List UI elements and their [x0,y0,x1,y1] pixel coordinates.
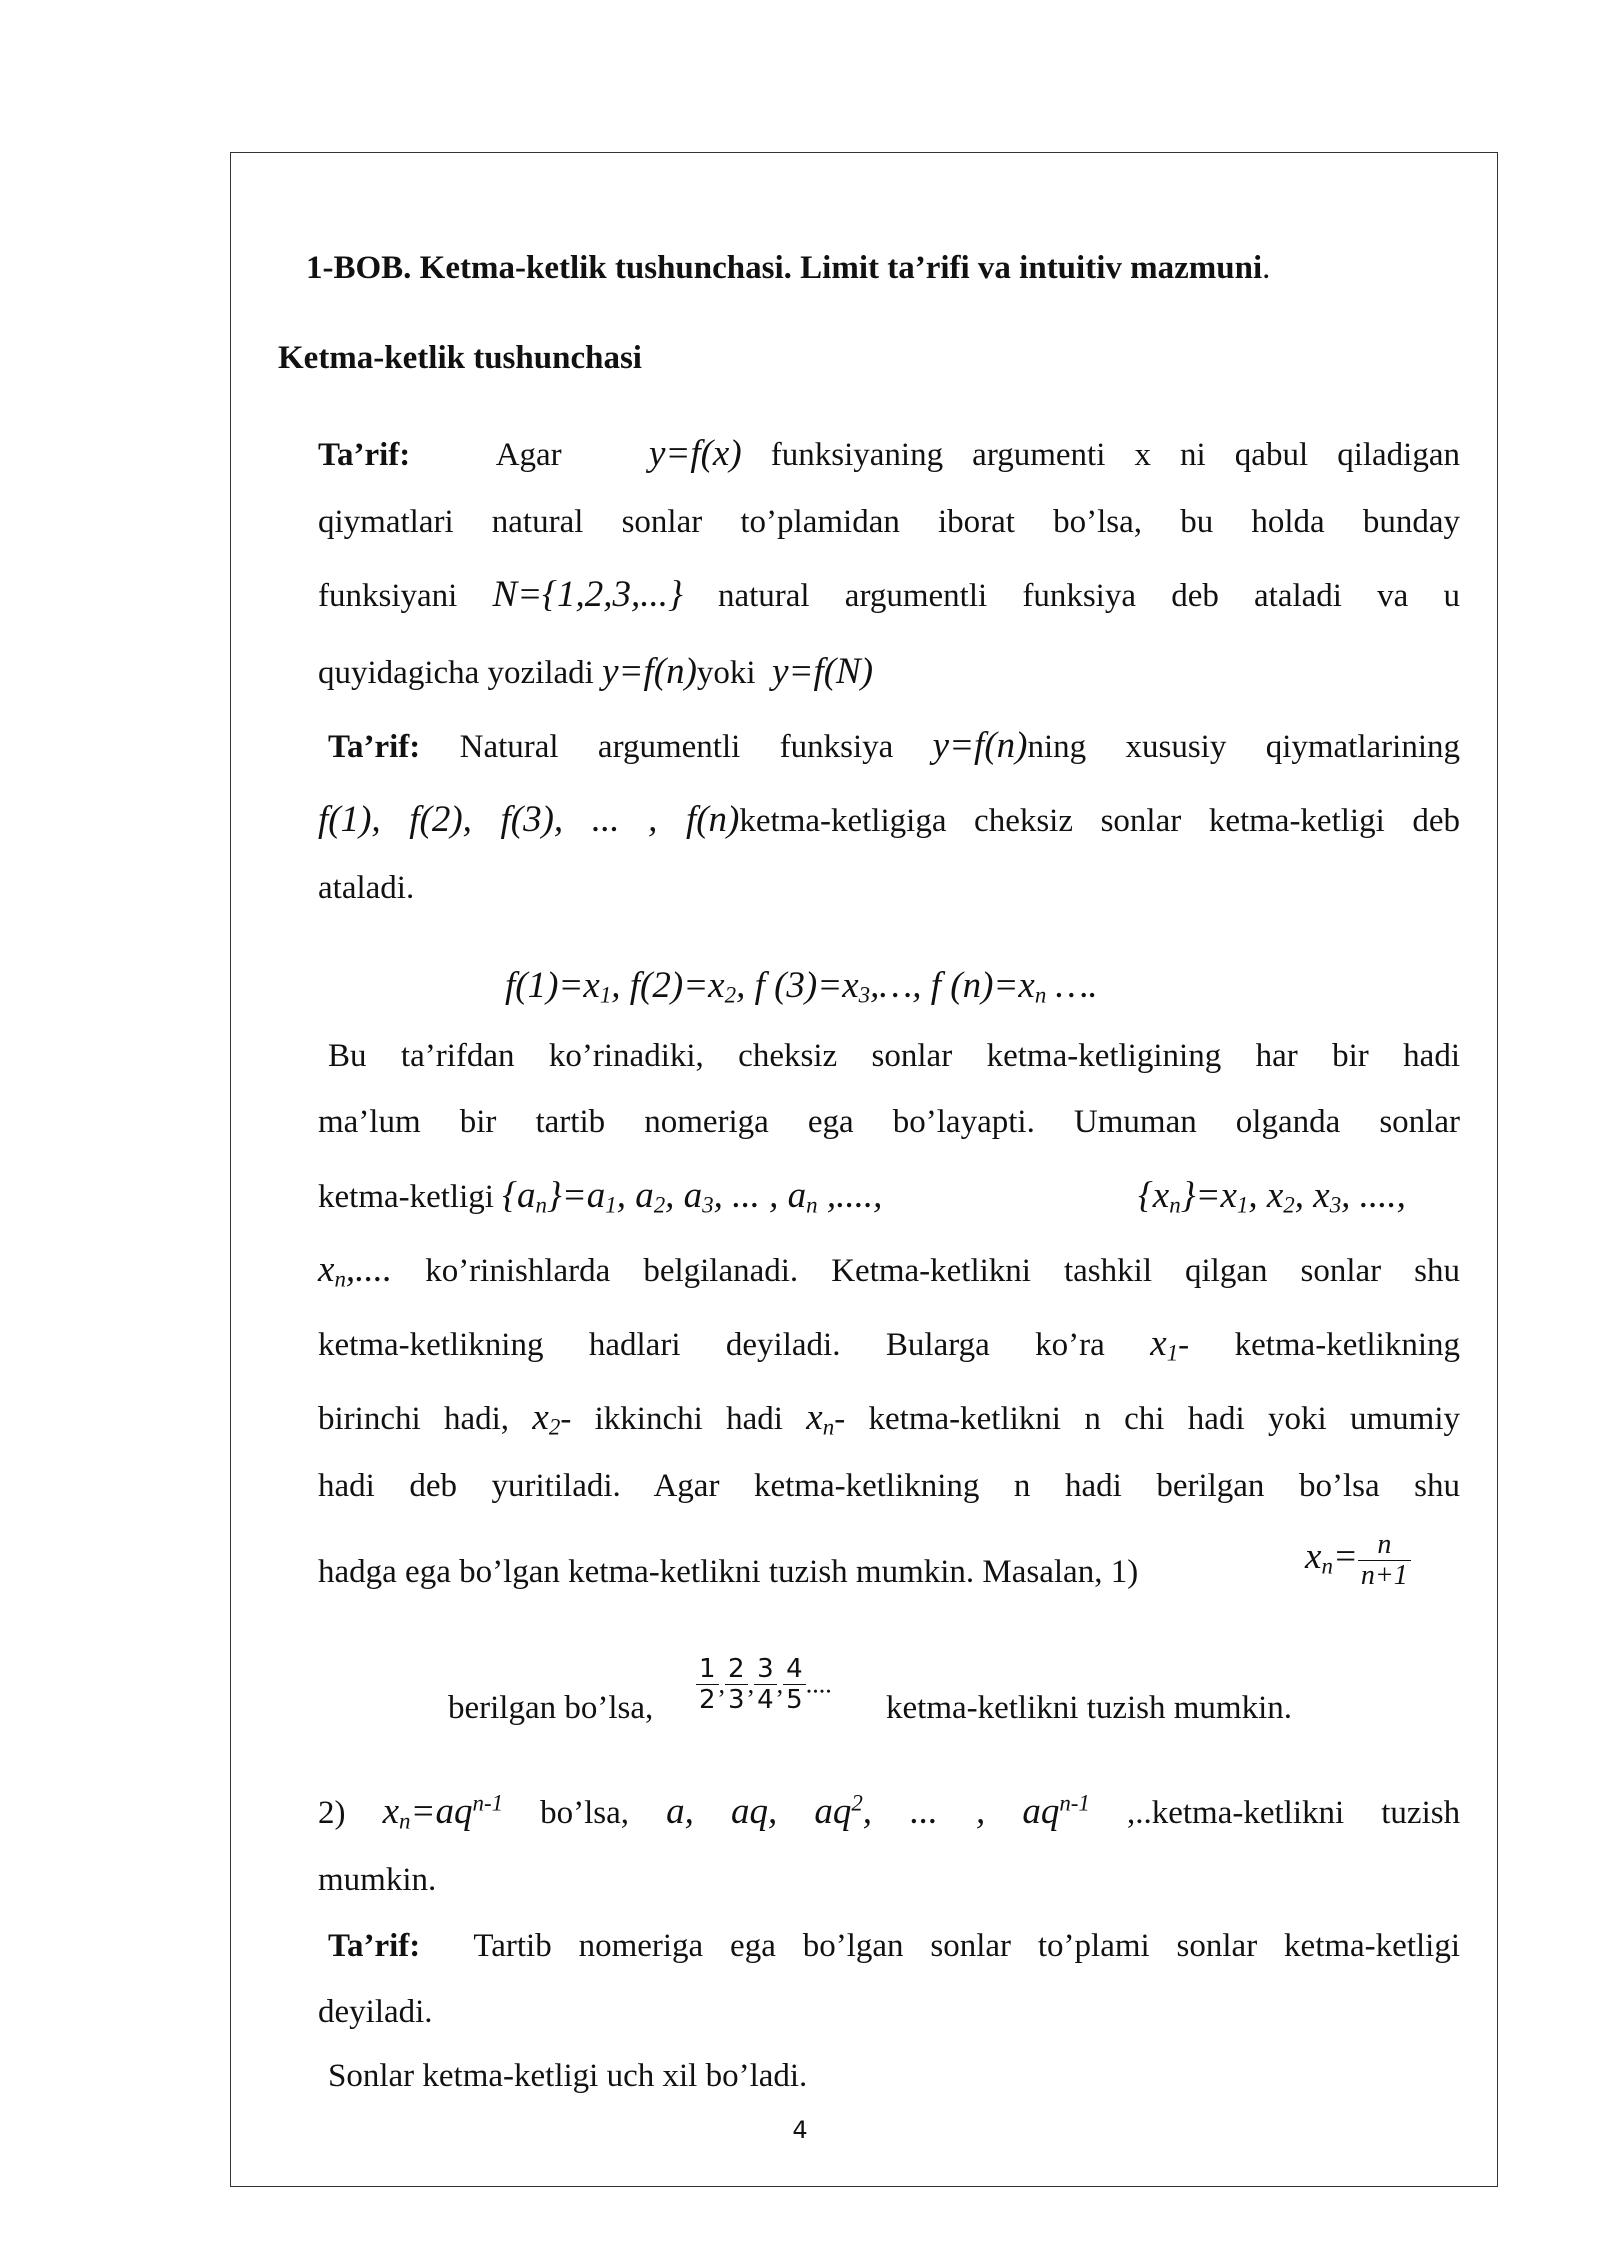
fraction-n-over-n-plus-1: $x_n=$ $\frac{n}{n+1}$ [1305,1530,1411,1591]
fraction-numerator: 3 [754,1654,777,1685]
page-number: 4 [792,2116,808,2144]
fraction-numerator: 4 [783,1654,806,1685]
fraction-3 [754,1654,777,1715]
para-line6: birinchi hadi, $x_2-$ ikkinchi hadi $x_n-$ ketma-ketlikni n chi hadi yoki umumiy [318,1397,1460,1440]
def1-line4: quyidagicha yoziladi y=f(n)yoki y=f(N) [318,651,874,692]
closing-line: Sonlar ketma-ketligi uch xil bo’ladi. [328,2058,808,2094]
fraction-2 [725,1654,748,1715]
def3-line2: deyiladi. [318,1994,433,2030]
fraction-denominator: 4 [757,1685,774,1715]
fraction-4 [783,1654,806,1715]
fraction-denominator: 5 [786,1685,803,1715]
fraction-denominator: 3 [728,1685,745,1715]
def2-line1: Ta’rif: Natural argumentli funksiya y=f(n)ning xususiy qiymatlarining [328,725,1460,766]
fraction-separator: , [747,1669,755,1699]
def2-line3: ataladi. [318,870,415,906]
para-line3: ketma-ketligi $\{a_n\}=a_1$, $a_2$, $a_3$, ... , $a_n$ ,...., [318,1175,883,1218]
para-line7: hadi deb yuritiladi. Agar ketma-ketlikning n hadi berilgan bo’lsa shu [318,1468,1460,1504]
para-line2: ma’lum bir tartib nomeriga ega bo’layapti. Umuman olganda sonlar [318,1104,1460,1140]
section-title: Ketma-ketlik tushunchasi [278,340,642,376]
def3-line1: Ta’rif: Tartib nomeriga ega bo’lgan sonlar to’plami sonlar ketma-ketligi [328,1928,1460,1964]
def1-line1: Ta’rif: Agar y=f(x) funksiyaning argumenti x ni qabul qiladigan [318,433,1461,474]
para-line1: Bu ta’rifdan ko’rinadiki, cheksiz sonlar ketma-ketligining har bir hadi [328,1038,1460,1074]
para-line5: ketma-ketlikning hadlari deyiladi. Bularga ko’ra $x_1-$ ketma-ketlikning [318,1323,1461,1366]
def1-line3: funksiyani N={1,2,3,...} natural argumentli funksiya deb ataladi va u [318,574,1461,615]
fraction-ellipsis: .... [805,1669,832,1699]
example2-line1: 2) $x_n=aq^{n-1}$ bo’lsa, a, aq, $aq^2$, ... , $aq^{n-1}$ ,..ketma-ketlikni tuzish [318,1790,1461,1834]
fraction-separator: , [776,1669,784,1699]
fraction-numerator: 2 [725,1654,748,1685]
example1-tail: ketma-ketlikni tuzish mumkin. [886,1690,1293,1726]
fraction-numerator: 1 [696,1654,719,1685]
para-line8: hadga ega bo’lgan ketma-ketlikni tuzish mumkin. Masalan, 1) [318,1554,1139,1590]
example1-lead: berilgan bo’lsa, [448,1690,654,1726]
fraction-separator: , [718,1669,726,1699]
def1-line2: qiymatlari natural sonlar to’plamidan iborat bo’lsa, bu holda bunday [318,504,1460,540]
sequence-formula: $f(1)=x_1$, $f(2)=x_2$, f $(3)=x_3,\dots$, f $(n)=x_n$ …. [505,965,1098,1008]
example1-fractions [696,1654,832,1715]
chapter-title: 1-BOB. Ketma-ketlik tushunchasi. Limit ta’rifi va intuitiv mazmuni. [306,250,1271,286]
para-line3-x: $\{x_n\}=x_1$, $x_2$, $x_3$, ...., [1138,1175,1406,1218]
fraction-denominator: 2 [699,1685,716,1715]
para-line4: $x_n$,.... ko’rinishlarda belgilanadi. Ketma-ketlikni tashkil qilgan sonlar shu [318,1249,1461,1292]
fraction-1 [696,1654,719,1715]
example2-line2: mumkin. [318,1862,437,1898]
def2-line2: f(1), f(2), f(3), ... , f(n)ketma-ketligiga cheksiz sonlar ketma-ketligi deb [318,799,1460,840]
